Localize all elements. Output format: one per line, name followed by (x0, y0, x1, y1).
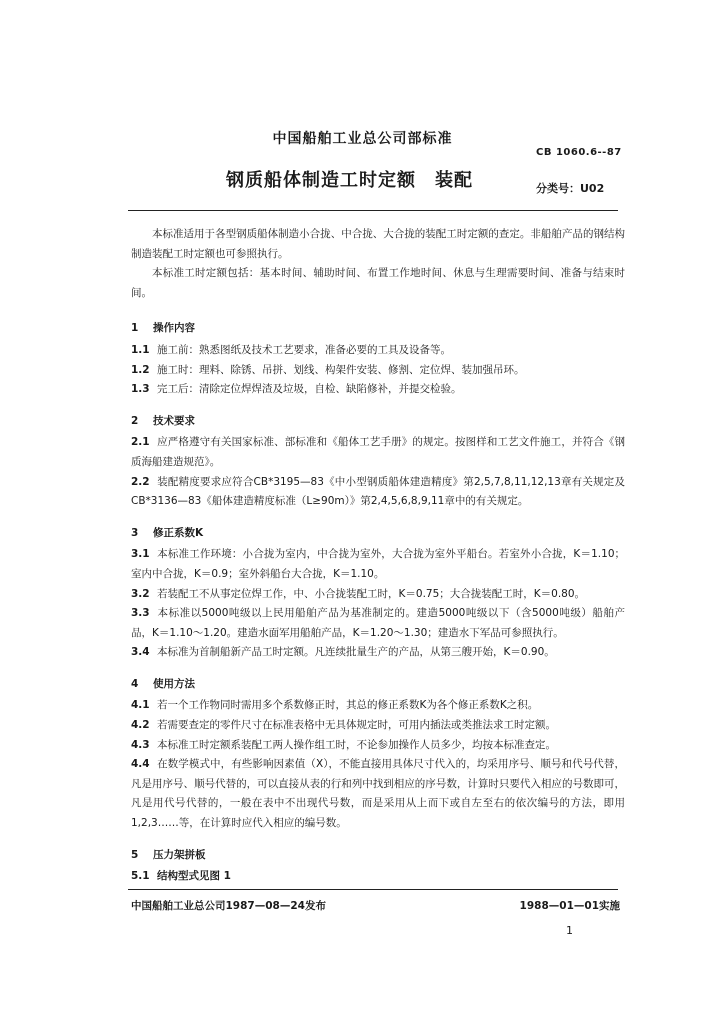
clause-number: 4.1 (131, 699, 150, 712)
clause (131, 473, 625, 512)
clause-text: 完工后：清除定位焊焊渣及垃圾，自检、缺陷修补，并提交检验。 (157, 383, 462, 396)
clause (131, 604, 625, 643)
clause-number: 2.1 (131, 436, 150, 449)
section-heading (131, 319, 625, 339)
document-title: 钢质船体制造工时定额 装配 (226, 170, 473, 191)
section-title: 使用方法 (153, 677, 195, 690)
clause-text: 施工前：熟悉图纸及技术工艺要求，准备必要的工具及设备等。 (157, 343, 451, 356)
clause-text: 装配精度要求应符合CB*3195—83《中小型钢质船体建造精度》第2,5,7,8,11,12,13章有关规定及CB*3136—83《船体建造精度标准（L≥90m）》第2,4,5,6,8,9,11章中的有关规定。 (131, 475, 625, 508)
header-divider (128, 210, 618, 211)
effective-date: 1988—01—01实施 (519, 900, 620, 912)
section-title: 技术要求 (153, 414, 195, 427)
section-number: 5 (131, 848, 139, 861)
publish-date: 中国船舶工业总公司1987—08—24发布 (131, 900, 326, 912)
clause-text: 应严格遵守有关国家标准、部标准和《船体工艺手册》的规定。按图样和工艺文件施工，并符合《钢质海船建造规范》。 (131, 436, 625, 468)
clause-number: 3.3 (131, 607, 150, 620)
clause-number: 3.4 (131, 646, 150, 659)
standard-code: CB 1060.6--87 (536, 147, 622, 158)
clause (131, 361, 625, 381)
clause-text: 若装配工不从事定位焊工作，中、小合拢装配工时，K＝0.75；大合拢装配工时，K＝0.80。 (157, 587, 586, 600)
clause (131, 341, 625, 361)
section-heading (131, 675, 625, 695)
clause (131, 585, 625, 605)
clause (131, 755, 625, 833)
section-heading (131, 412, 625, 432)
subsection-number: 5.1 (131, 870, 150, 883)
clause (131, 696, 625, 716)
clause-number: 4.4 (131, 758, 150, 771)
clause (131, 716, 625, 736)
section-number: 1 (131, 322, 139, 335)
page-number: 1 (566, 924, 573, 937)
section-title: 修正系数K (153, 526, 204, 539)
clause-text: 本标准工时定额系装配工两人操作组工时，不论参加操作人员多少，均按本标准查定。 (157, 738, 556, 751)
clause-number: 4.2 (131, 719, 150, 732)
section-heading (131, 846, 625, 866)
subsection-title: 结构型式见图 1 (157, 870, 231, 883)
document-body (131, 225, 625, 887)
intro-paragraph: 本标准工时定额包括：基本时间、辅助时间、布置工作地时间、休息与生理需要时间、准备与结束时间。 (131, 267, 625, 299)
section-number: 4 (131, 677, 139, 690)
clause-text: 本标准工作环境：小合拢为室内，中合拢为室外，大合拢为室外平船台。若室外小合拢，K＝1.10；室内中合拢，K＝0.9；室外斜船台大合拢，K＝1.10。 (131, 548, 625, 580)
clause-text: 若需要查定的零件尺寸在标准表格中无具体规定时，可用内插法或类推法求工时定额。 (157, 719, 556, 732)
clause (131, 545, 625, 584)
clause (131, 643, 625, 663)
subsection-heading (131, 867, 625, 887)
clause-number: 3.1 (131, 548, 150, 561)
clause-text: 本标准以5000吨级以上民用船舶产品为基准制定的。建造5000吨级以下（含5000吨级）船舶产品，K＝1.10～1.20。建造水面军用船舶产品，K＝1.20～1.30；建造水下军品可参照执行。 (131, 607, 625, 639)
clause (131, 433, 625, 472)
clause (131, 380, 625, 400)
section-title: 操作内容 (153, 322, 195, 335)
clause-number: 1.1 (131, 343, 150, 356)
section-number: 3 (131, 526, 139, 539)
intro-paragraph: 本标准适用于各型钢质船体制造小合拢、中合拢、大合拢的装配工时定额的查定。非船舶产品的钢结构制造装配工时定额也可参照执行。 (131, 228, 625, 260)
clause-number: 3.2 (131, 587, 150, 600)
clause-number: 2.2 (131, 475, 150, 488)
clause-text: 若一个工作物同时需用多个系数修正时，其总的修正系数K为各个修正系数K之积。 (157, 699, 539, 712)
section-heading (131, 524, 625, 544)
clause-text: 在数学模式中，有些影响因素值（X），不能直接用具体尺寸代入的，均采用序号、顺号和代号代替，凡是用序号、顺号代替的，可以直接从表的行和列中找到相应的序号数，计算时只要代入相应的号数即可，凡是用代号代替的，一般在表中不出现代号数，而是采用从上而下或自左至右的依次编号的方法，即用1,2,3……等，在计算时应代入相应的编号数。 (131, 758, 625, 830)
clause-number: 1.2 (131, 363, 150, 376)
classification-number: 分类号：U02 (536, 182, 605, 195)
clause-number: 1.3 (131, 383, 150, 396)
section-number: 2 (131, 414, 139, 427)
issuing-organization: 中国船舶工业总公司部标准 (272, 131, 453, 147)
clause (131, 736, 625, 756)
footer-divider (128, 889, 618, 890)
section-title: 压力架拼板 (153, 848, 206, 861)
clause-text: 施工时：理料、除锈、吊拼、划线、构架件安装、修割、定位焊、装加强吊环。 (157, 363, 525, 376)
clause-text: 本标准为首制船新产品工时定额。凡连续批量生产的产品，从第三艘开始，K＝0.90。 (157, 646, 555, 659)
clause-number: 4.3 (131, 738, 150, 751)
